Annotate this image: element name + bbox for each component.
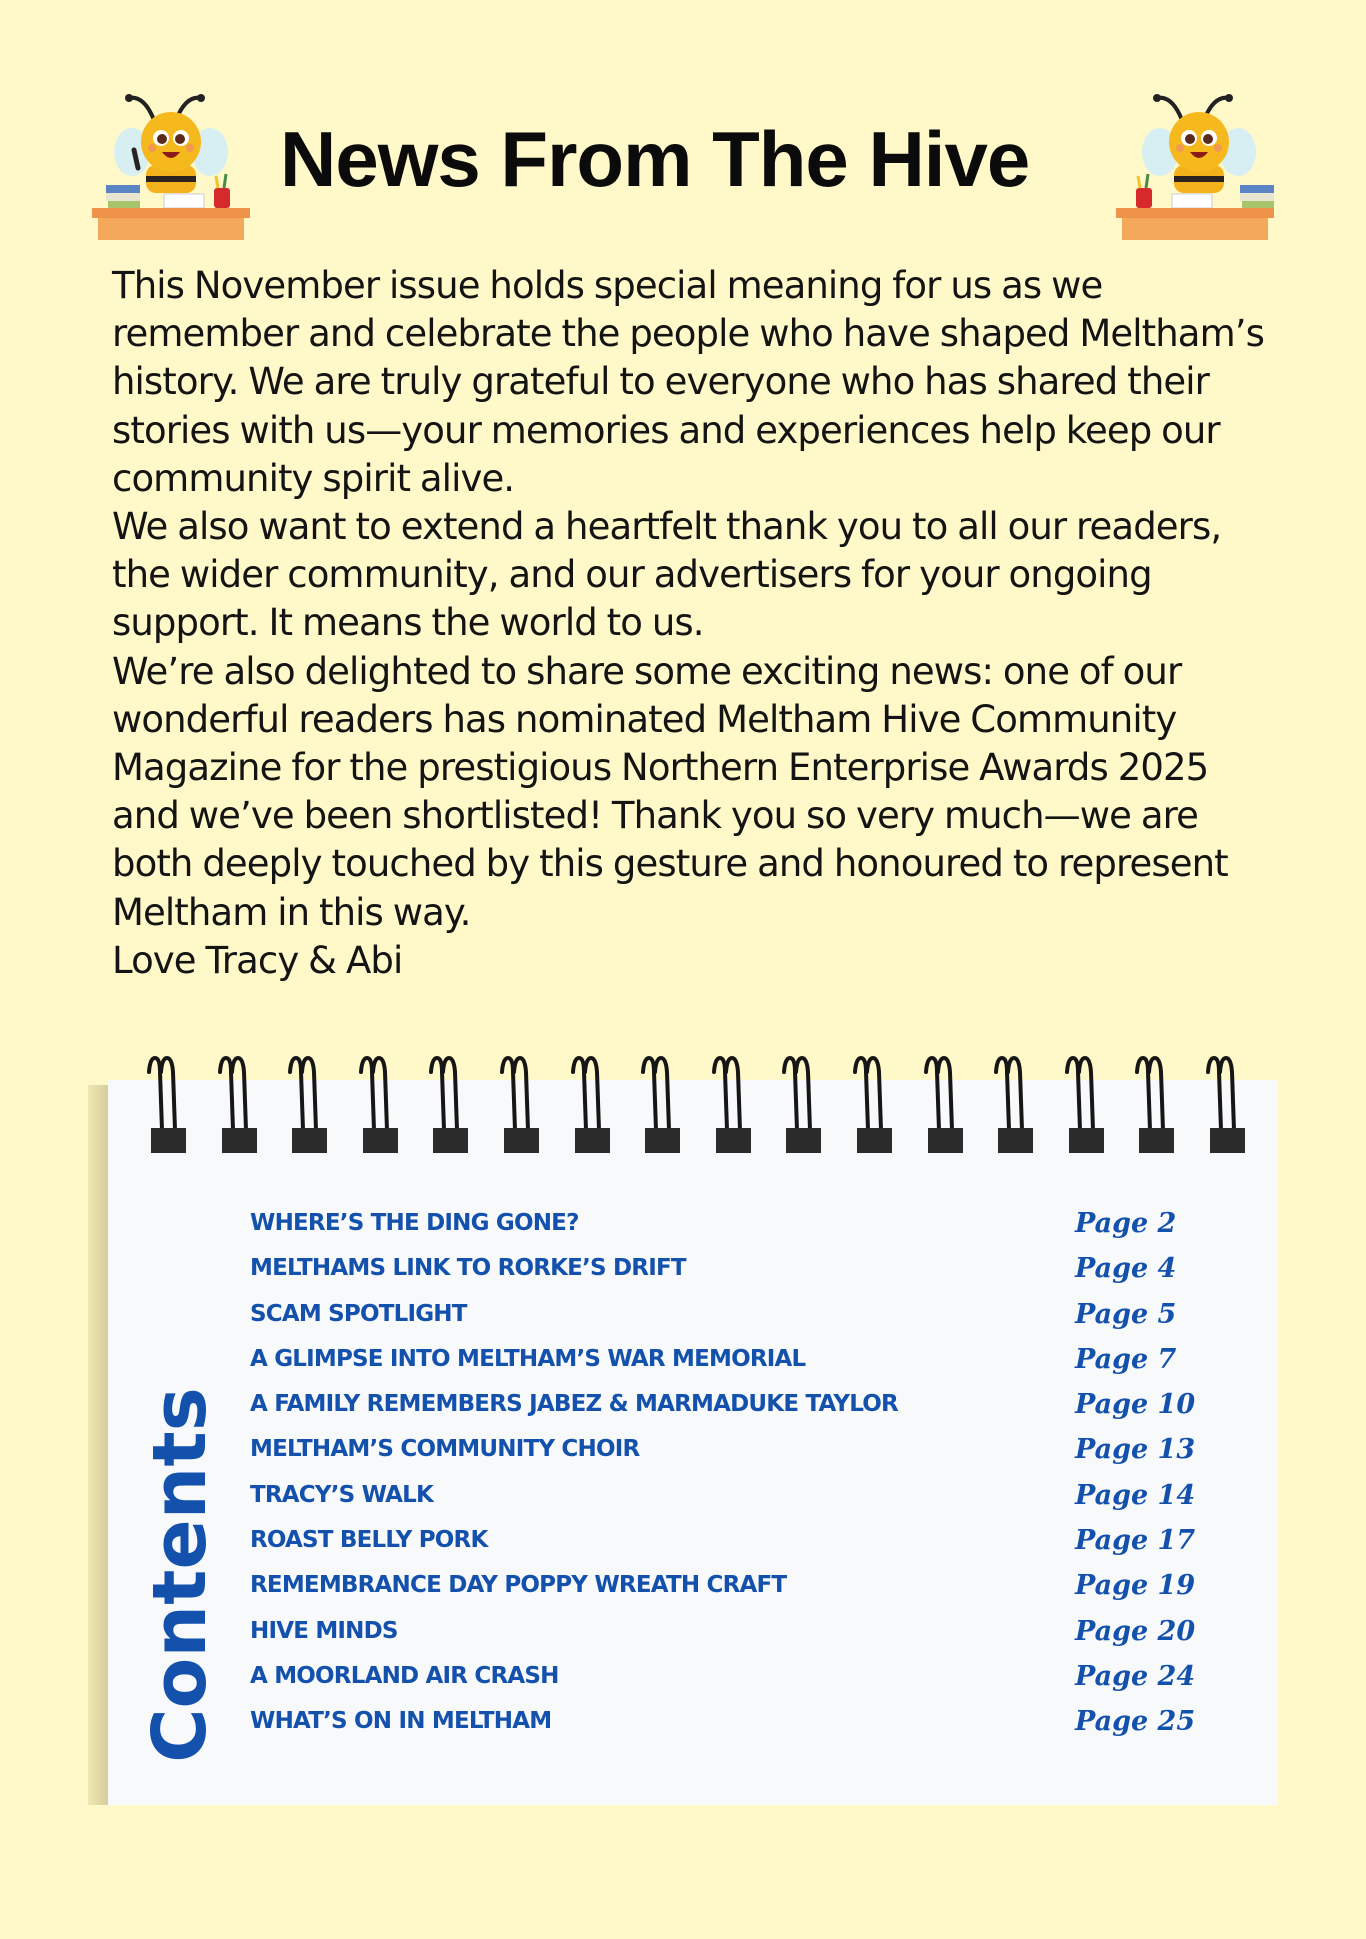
binding-ring-icon xyxy=(711,1050,751,1160)
toc-entry-page: Page 24 xyxy=(1075,1660,1196,1692)
toc-entry-title: WHAT’S ON IN MELTHAM xyxy=(250,1708,552,1735)
toc-entry-page: Page 17 xyxy=(1075,1525,1196,1557)
toc-entry-page: Page 19 xyxy=(1075,1570,1196,1602)
binding-ring-icon xyxy=(146,1050,186,1160)
binding-ring-icon xyxy=(499,1050,539,1160)
toc-entry[interactable] xyxy=(250,1615,1250,1663)
toc-entry-page: Page 2 xyxy=(1075,1208,1177,1239)
toc-entry[interactable] xyxy=(250,1572,1250,1617)
binding-ring-icon xyxy=(217,1050,257,1160)
binding-ring-icon xyxy=(287,1050,327,1160)
intro-paragraph: We’re also delighted to share some exciting news: one of our wonderful readers has nominated Meltham Hive Community Magazine for the prestigious Northern Enterprise Awards 2025 and we’ve been shortlisted! Thank you so very much—we are both deeply touched by this gesture and honoured to represent Meltham in this way. xyxy=(112,649,1228,934)
toc-entry-title: REMEMBRANCE DAY POPPY WREATH CRAFT xyxy=(250,1572,787,1599)
binding-ring-icon xyxy=(570,1050,610,1160)
toc-entry[interactable] xyxy=(250,1391,1250,1436)
toc-entry[interactable] xyxy=(250,1479,1250,1527)
toc-entry[interactable] xyxy=(250,1660,1250,1708)
toc-entry[interactable] xyxy=(250,1343,1250,1391)
binding-ring-icon xyxy=(781,1050,821,1160)
toc-entry[interactable] xyxy=(250,1708,1250,1753)
binding-ring-icon xyxy=(640,1050,680,1160)
toc-entry-title: TRACY’S WALK xyxy=(250,1481,434,1508)
bee-at-desk-icon xyxy=(84,90,254,240)
toc-entry[interactable] xyxy=(250,1436,1250,1481)
binding-ring-icon xyxy=(993,1050,1033,1160)
toc-entry-title: A FAMILY REMEMBERS JABEZ & MARMADUKE TAYLOR xyxy=(250,1391,898,1418)
toc-entry-title: A GLIMPSE INTO MELTHAM’S WAR MEMORIAL xyxy=(250,1345,806,1372)
table-of-contents xyxy=(250,1210,1250,1754)
toc-entry-page: Page 5 xyxy=(1075,1298,1177,1330)
intro-paragraph: This November issue holds special meaning for us as we remember and celebrate the people who have shaped Meltham’s history. We are truly grateful to everyone who has shared their stories with us—your memories and experiences help keep our community spirit alive. xyxy=(112,264,1264,500)
toc-entry[interactable] xyxy=(250,1255,1250,1300)
toc-entry[interactable] xyxy=(250,1210,1250,1255)
toc-entry-page: Page 20 xyxy=(1075,1615,1196,1647)
toc-entry-title: MELTHAMS LINK TO RORKE’S DRIFT xyxy=(250,1255,686,1282)
binding-ring-icon xyxy=(852,1050,892,1160)
toc-entry-title: MELTHAM’S COMMUNITY CHOIR xyxy=(250,1436,640,1463)
binding-ring-icon xyxy=(923,1050,963,1160)
toc-entry[interactable] xyxy=(250,1298,1250,1346)
binding-ring-icon xyxy=(1134,1050,1174,1160)
binding-ring-icon xyxy=(358,1050,398,1160)
toc-entry-title: HIVE MINDS xyxy=(250,1617,398,1644)
page-header xyxy=(0,80,1366,250)
toc-entry-page: Page 13 xyxy=(1075,1434,1196,1466)
toc-entry-page: Page 10 xyxy=(1075,1389,1196,1421)
toc-entry-title: SCAM SPOTLIGHT xyxy=(250,1300,467,1327)
intro-signature: Love Tracy & Abi xyxy=(112,938,403,982)
page-title: News From The Hive xyxy=(280,115,1030,203)
toc-entry-page: Page 4 xyxy=(1075,1253,1177,1285)
toc-entry-title: ROAST BELLY PORK xyxy=(250,1527,488,1554)
intro-paragraph: We also want to extend a heartfelt thank you to all our readers, the wider community, and our advertisers for your ongoing support. It means the world to us. xyxy=(112,505,1222,645)
bee-at-desk-icon xyxy=(1112,90,1282,240)
binding-ring-icon xyxy=(428,1050,468,1160)
toc-entry-page: Page 7 xyxy=(1075,1343,1177,1375)
toc-entry-page: Page 25 xyxy=(1075,1706,1196,1738)
binding-ring-icon xyxy=(1205,1050,1245,1160)
binding-ring-icon xyxy=(1064,1050,1104,1160)
intro-text xyxy=(112,262,1272,985)
toc-entry-page: Page 14 xyxy=(1075,1479,1196,1511)
toc-entry-title: A MOORLAND AIR CRASH xyxy=(250,1662,559,1689)
toc-entry-title: WHERE’S THE DING GONE? xyxy=(250,1210,579,1236)
contents-heading: Contents xyxy=(137,1387,223,1763)
toc-entry[interactable] xyxy=(250,1527,1250,1572)
spiral-binding xyxy=(0,1050,1366,1160)
